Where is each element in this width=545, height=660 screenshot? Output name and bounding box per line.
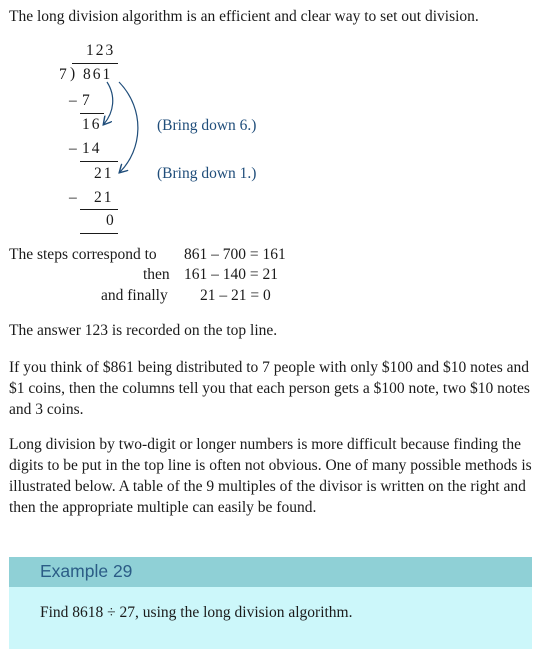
final-remainder: 0 — [106, 212, 114, 229]
step1-subtrahend: 7 — [82, 92, 90, 109]
note-bring-down-6: (Bring down 6.) — [157, 117, 257, 134]
steps-eq-2: 161 – 140 = 21 — [184, 266, 278, 283]
step2-remainder: 21 — [94, 165, 114, 182]
note-bring-down-1: (Bring down 1.) — [157, 165, 257, 182]
step3-subtrahend: 21 — [94, 189, 114, 206]
steps-label-1: The steps correspond to — [9, 246, 157, 263]
arrow-bring-down-6 — [104, 82, 113, 124]
intro-text: The long division algorithm is an efficient and clear way to set out division. — [9, 8, 479, 25]
arrow-bring-down-1 — [119, 82, 138, 172]
division-bracket: ) — [70, 65, 76, 82]
minus-sign: – — [69, 92, 77, 109]
dividend: 861 — [83, 66, 113, 83]
example-box — [9, 557, 532, 649]
steps-label-2: then — [143, 266, 170, 283]
example-title: Example 29 — [40, 561, 133, 581]
divisor: 7 — [59, 66, 67, 83]
minus-sign: – — [69, 189, 77, 206]
step2-subtrahend: 14 — [82, 140, 102, 157]
minus-sign: – — [69, 140, 77, 157]
answer-line: The answer 123 is recorded on the top line. — [9, 322, 278, 339]
steps-eq-1: 861 – 700 = 161 — [184, 246, 286, 263]
steps-label-3: and finally — [101, 287, 168, 304]
long-division-paragraph: Long division by two-digit or longer numbers is more difficult because finding the digits to be put in the top line is often not obvious. One of many possible methods is illustrated below. A table of the 9 multiples of the divisor is written on the right and then the appropriate multiple can easily be found. — [9, 436, 532, 516]
quotient: 123 — [86, 42, 116, 59]
bring-down-arrows — [0, 0, 545, 260]
money-paragraph: If you think of $861 being distributed to 7 people with only $100 and $10 notes and $1 coins, then the columns tell you that each person gets a $100 note, two $10 notes and 3 coins. — [9, 359, 530, 418]
steps-eq-3: 21 – 21 = 0 — [200, 287, 271, 304]
example-header — [9, 557, 532, 587]
example-question: Find 8618 ÷ 27, using the long division algorithm. — [40, 604, 353, 621]
step1-remainder: 16 — [82, 116, 102, 133]
